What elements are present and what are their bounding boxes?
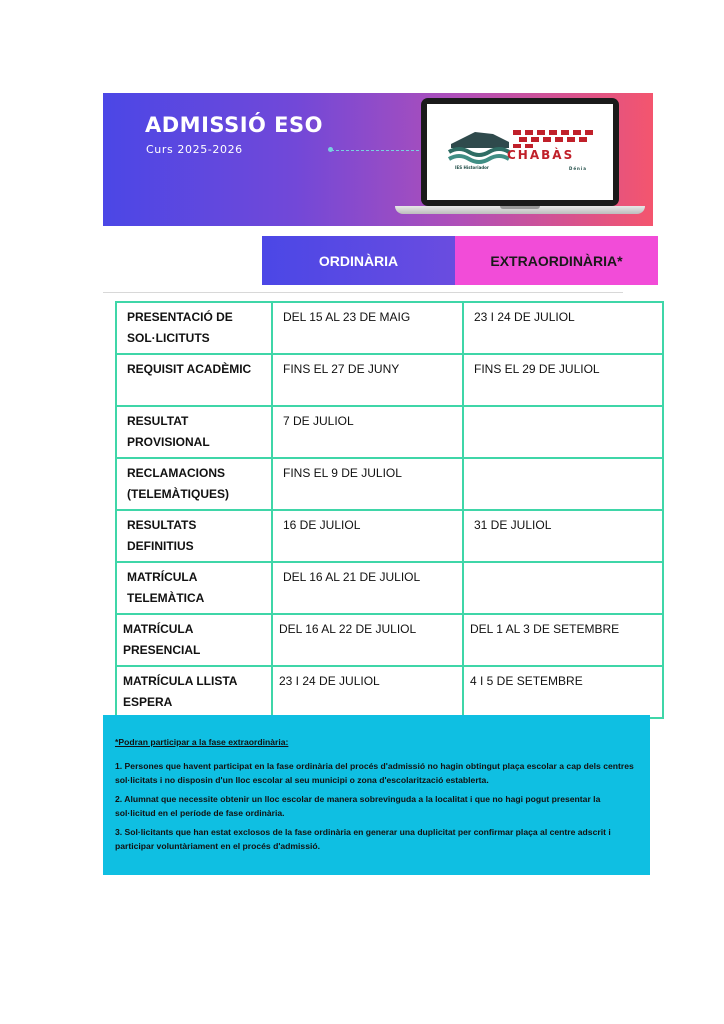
table-row (116, 458, 663, 510)
tab-extraordinaria: EXTRAORDINÀRIA* (455, 236, 658, 285)
info-heading: *Podran participar a la fase extraordinària: (115, 737, 289, 747)
table-row (116, 666, 663, 718)
row-label: RECLAMACIONS (TELEMÀTIQUES) (116, 458, 272, 510)
row-label: RESULTATS DEFINITIUS (116, 510, 272, 562)
row-label: MATRÍCULA PRESENCIAL (116, 614, 272, 666)
row-label: REQUISIT ACADÈMIC (116, 354, 272, 406)
info-item: 2. Alumnat que necessite obtenir un lloc escolar de manera sobrevinguda a la localitat i que no hagi pogut presentar la sol·licitud en el període de fase ordinària. (115, 794, 601, 818)
logo-small-text: IES Historiador (455, 165, 489, 170)
extraordinaria-date: 31 DE JULIOL (463, 510, 663, 562)
table-row (116, 614, 663, 666)
extraordinaria-date: FINS EL 29 DE JULIOL (463, 354, 663, 406)
table-row (116, 406, 663, 458)
ordinaria-date: DEL 15 AL 23 DE MAIG (272, 302, 463, 354)
table-row (116, 302, 663, 354)
laptop-illustration (421, 98, 619, 206)
ordinaria-date: DEL 16 AL 22 DE JULIOL (272, 614, 463, 666)
extraordinaria-date (463, 406, 663, 458)
ordinaria-date: 16 DE JULIOL (272, 510, 463, 562)
ordinaria-date: FINS EL 27 DE JUNY (272, 354, 463, 406)
table-row (116, 562, 663, 614)
divider (103, 292, 623, 293)
extraordinaria-date (463, 458, 663, 510)
row-label: MATRÍCULA LLISTA ESPERA (116, 666, 272, 718)
logo-wordmark: CHABÀS (507, 148, 575, 162)
extraordinary-info-box (103, 715, 650, 875)
row-label: MATRÍCULA TELEMÀTICA (116, 562, 272, 614)
info-item: 1. Persones que havent participat en la fase ordinària del procés d'admissió no hagin obtingut plaça escolar a cap dels centres sol·licitats i no disposin d'un lloc escolar al seu municipi o zona d'escolarització establerta. (115, 761, 634, 785)
dashed-connector (331, 150, 419, 151)
extraordinaria-date: 4 I 5 DE SETEMBRE (463, 666, 663, 718)
logo-town-text: Dénia (569, 166, 587, 171)
extraordinaria-date: 23 I 24 DE JULIOL (463, 302, 663, 354)
header-banner (103, 93, 653, 226)
ordinaria-date: 23 I 24 DE JULIOL (272, 666, 463, 718)
ordinaria-date: 7 DE JULIOL (272, 406, 463, 458)
row-label: PRESENTACIÓ DE SOL·LICITUTS (116, 302, 272, 354)
schedule-table (115, 301, 664, 719)
row-label: RESULTAT PROVISIONAL (116, 406, 272, 458)
banner-title: ADMISSIÓ ESO (145, 113, 323, 137)
table-row (116, 354, 663, 406)
laptop-base (395, 206, 645, 214)
banner-subtitle: Curs 2025-2026 (146, 143, 243, 156)
ordinaria-date: DEL 16 AL 21 DE JULIOL (272, 562, 463, 614)
extraordinaria-date (463, 562, 663, 614)
table-row (116, 510, 663, 562)
tab-ordinaria: ORDINÀRIA (262, 236, 455, 285)
ordinaria-date: FINS EL 9 DE JULIOL (272, 458, 463, 510)
info-item: 3. Sol·licitants que han estat exclosos de la fase ordinària en generar una duplicitat per confirmar plaça al centre adscrit i participar voluntàriament en el procés d'admissió. (115, 827, 611, 851)
extraordinaria-date: DEL 1 AL 3 DE SETEMBRE (463, 614, 663, 666)
school-logo (427, 104, 613, 200)
